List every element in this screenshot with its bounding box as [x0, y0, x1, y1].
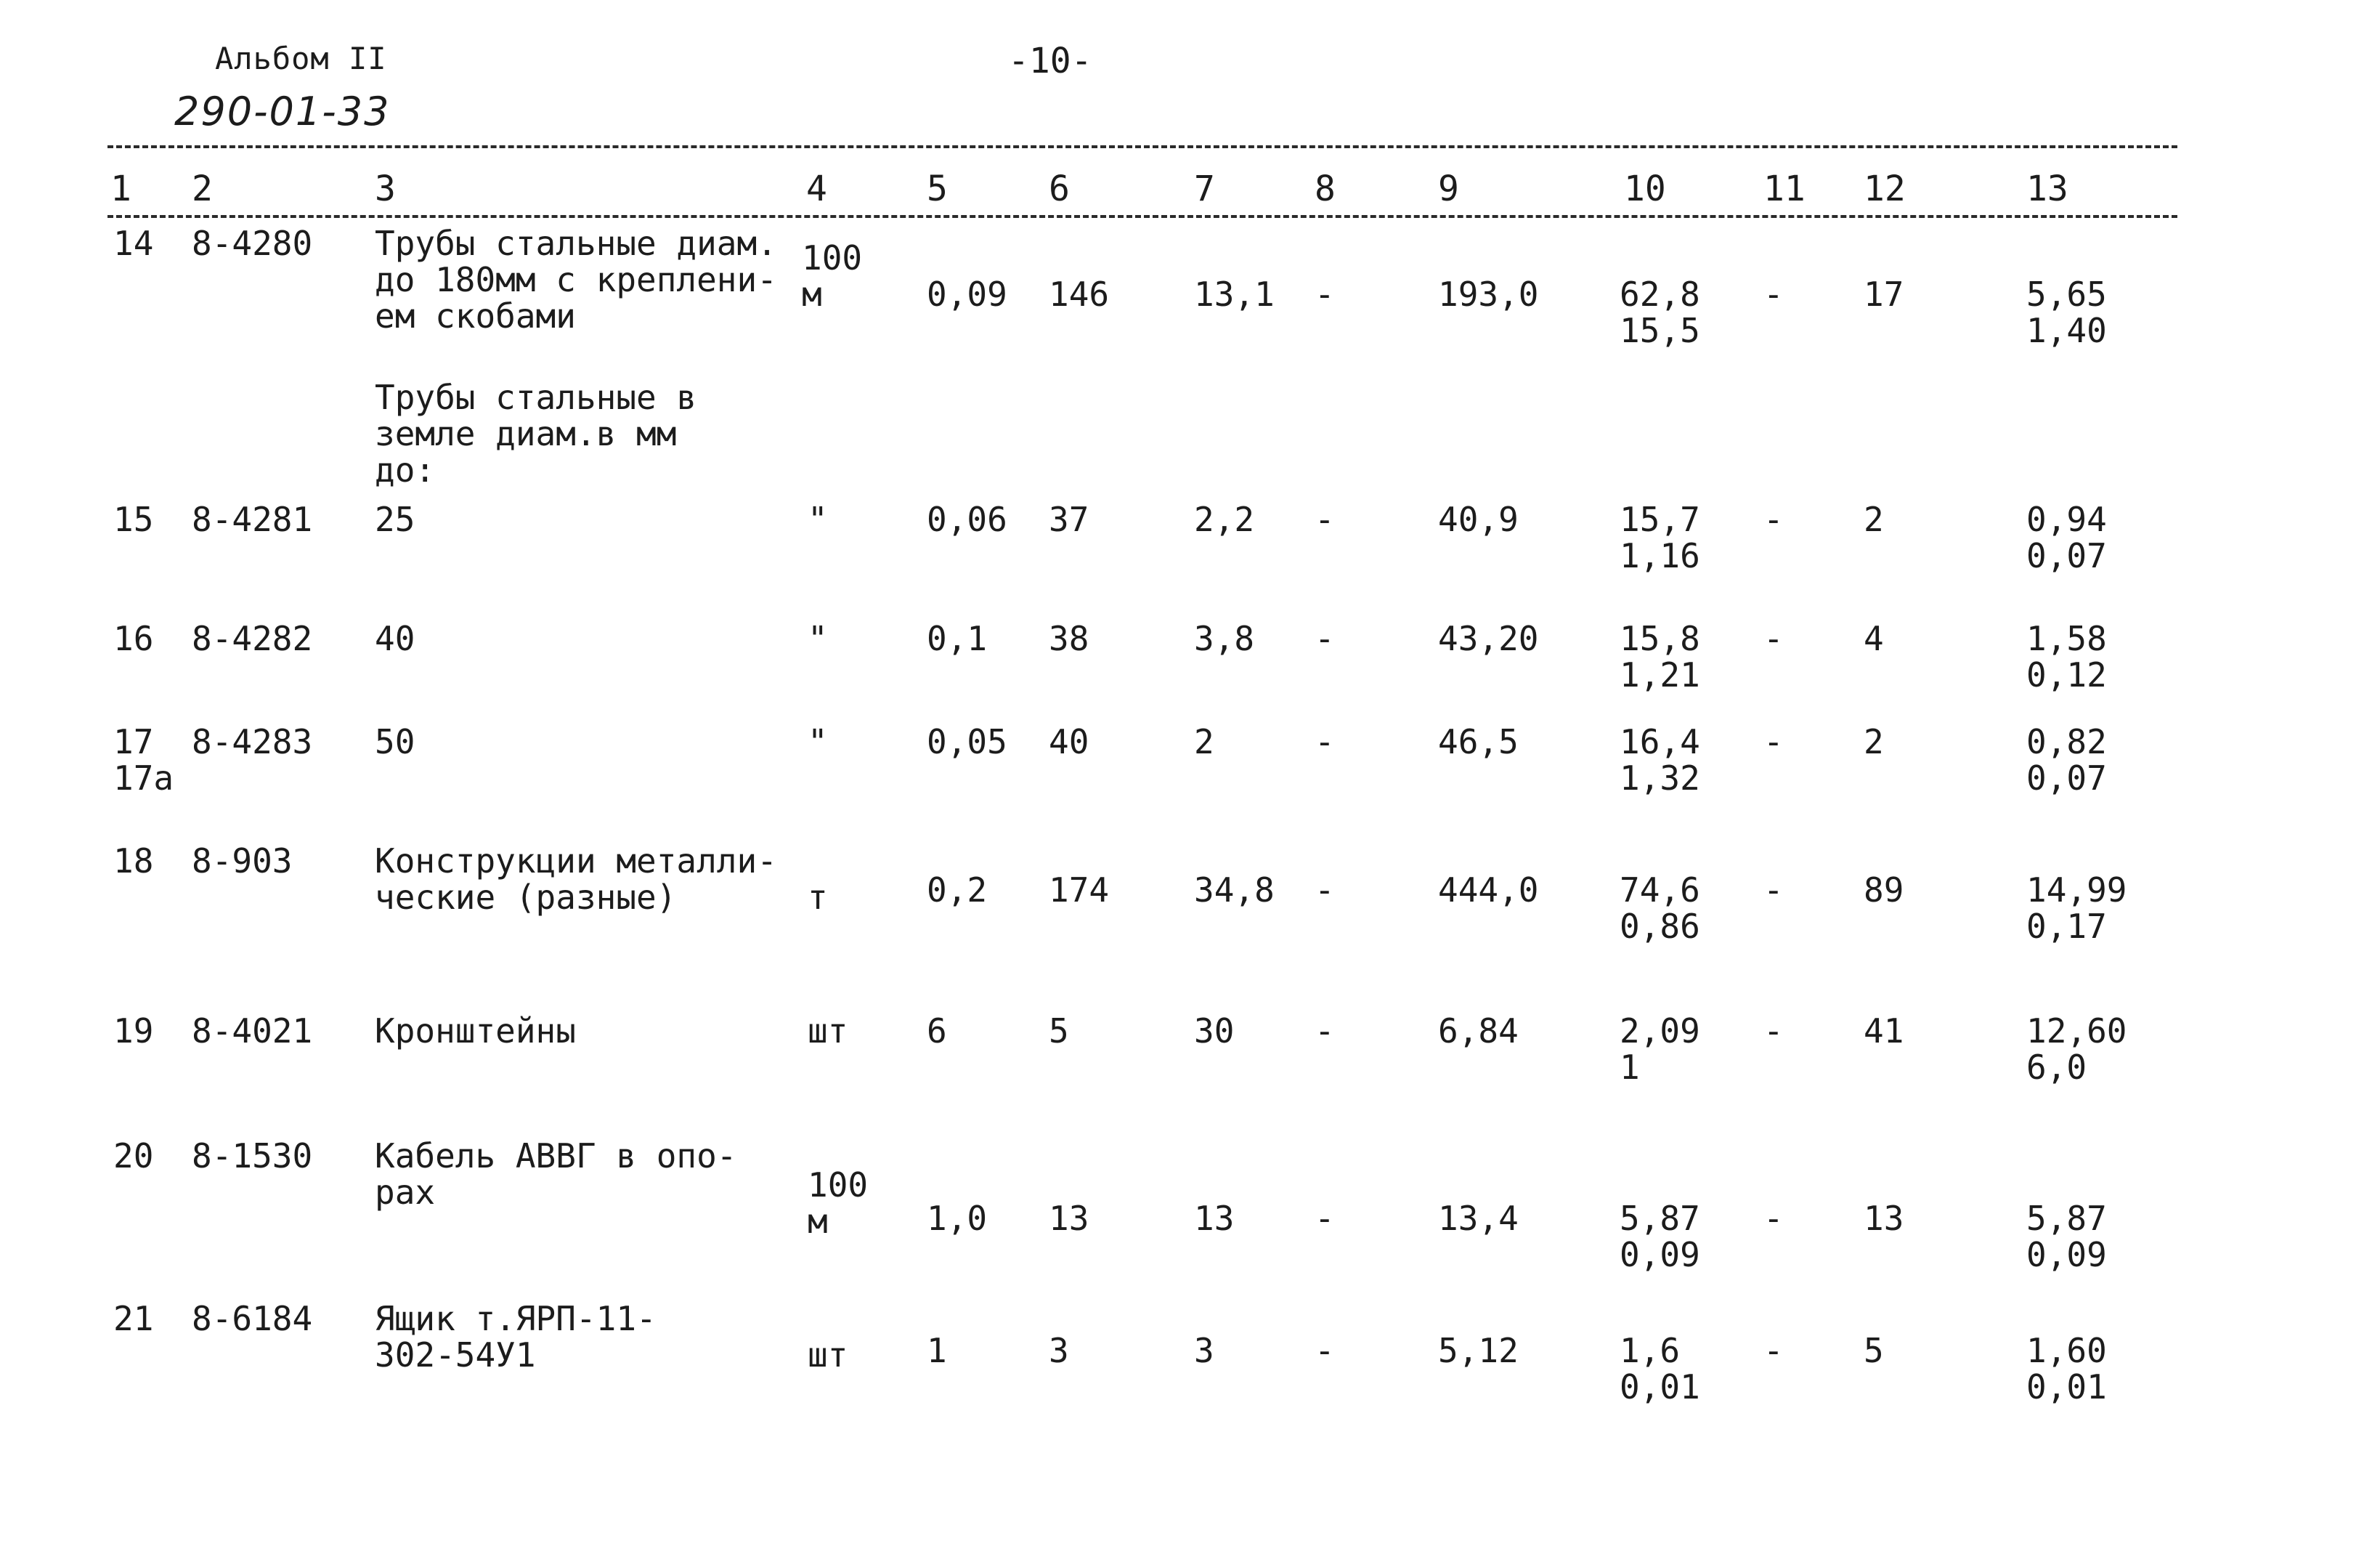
cell-col7: 3,8 — [1194, 619, 1255, 658]
top-rule — [107, 145, 2177, 148]
cell-col11: - — [1763, 1011, 1784, 1051]
col-header-3: 3 — [375, 169, 396, 209]
cell-col7: 30 — [1194, 1011, 1235, 1051]
cell-col8: - — [1315, 1331, 1335, 1370]
cell-col10: 2,09 1 — [1620, 1011, 1700, 1087]
col-header-6: 6 — [1049, 169, 1070, 209]
col-header-1: 1 — [110, 169, 131, 209]
col-header-10: 10 — [1624, 169, 1666, 209]
cell-col13: 1,60 0,01 — [2026, 1331, 2107, 1407]
work-description: 50 — [375, 722, 415, 761]
norm-code: 8-4282 — [192, 619, 313, 658]
cell-col13: 1,58 0,12 — [2026, 619, 2107, 695]
cell-col11: - — [1763, 722, 1784, 761]
cell-col13: 0,94 0,07 — [2026, 500, 2107, 575]
group-heading: Трубы стальные в земле диам.в мм до: — [375, 378, 697, 490]
row-number: 18 — [113, 841, 154, 881]
work-description: Кронштейны — [375, 1011, 576, 1051]
cell-col8: - — [1315, 619, 1335, 658]
cell-col12: 4 — [1864, 619, 1884, 658]
cell-col5: 0,06 — [927, 500, 1007, 539]
cell-col9: 46,5 — [1438, 722, 1519, 761]
row-number: 20 — [113, 1136, 154, 1175]
cell-col10: 15,7 1,16 — [1620, 500, 1700, 575]
cell-col5: 0,2 — [927, 870, 988, 910]
cell-col8: - — [1315, 1199, 1335, 1238]
cell-col6: 174 — [1049, 870, 1110, 910]
cell-col7: 13,1 — [1194, 275, 1275, 314]
cell-col9: 40,9 — [1438, 500, 1519, 539]
cell-col12: 2 — [1864, 722, 1884, 761]
cell-col9: 444,0 — [1438, 870, 1539, 910]
col-header-2: 2 — [192, 169, 213, 209]
unit: " — [808, 619, 828, 658]
cell-col12: 17 — [1864, 275, 1904, 314]
cell-col6: 38 — [1049, 619, 1089, 658]
header-rule — [107, 215, 2177, 218]
unit: " — [808, 722, 828, 761]
work-description: Кабель АВВГ в опо- рах — [375, 1136, 737, 1212]
cell-col11: - — [1763, 870, 1784, 910]
cell-col7: 2,2 — [1194, 500, 1255, 539]
row-number: 15 — [113, 500, 154, 539]
work-description: Трубы стальные диам. до 180мм с креплени- ем скобами — [375, 224, 777, 336]
work-description: 25 — [375, 500, 415, 539]
unit: " — [808, 500, 828, 539]
col-header-7: 7 — [1194, 169, 1215, 209]
norm-code: 8-4281 — [192, 500, 313, 539]
row-number: 21 — [113, 1299, 154, 1338]
work-description: 40 — [375, 619, 415, 658]
col-header-5: 5 — [927, 169, 948, 209]
col-header-12: 12 — [1864, 169, 1906, 209]
cell-col5: 0,1 — [927, 619, 988, 658]
cell-col9: 6,84 — [1438, 1011, 1519, 1051]
col-header-9: 9 — [1438, 169, 1459, 209]
cell-col9: 193,0 — [1438, 275, 1539, 314]
cell-col6: 37 — [1049, 500, 1089, 539]
cell-col12: 2 — [1864, 500, 1884, 539]
work-description: Ящик т.ЯРП-11- 302-54У1 — [375, 1299, 657, 1375]
cell-col10: 16,4 1,32 — [1620, 722, 1700, 798]
row-number: 16 — [113, 619, 154, 658]
norm-code: 8-1530 — [192, 1136, 313, 1175]
cell-col6: 40 — [1049, 722, 1089, 761]
norm-code: 8-903 — [192, 841, 293, 881]
norm-code: 8-4021 — [192, 1011, 313, 1051]
col-header-4: 4 — [806, 169, 827, 209]
album-label: Альбом II — [215, 41, 387, 76]
norm-code: 8-4280 — [192, 224, 313, 263]
cell-col6: 5 — [1049, 1011, 1069, 1051]
cell-col12: 41 — [1864, 1011, 1904, 1051]
cell-col5: 1,0 — [927, 1199, 988, 1238]
norm-code: 8-6184 — [192, 1299, 313, 1338]
col-header-13: 13 — [2026, 169, 2068, 209]
document-code: 290-01-33 — [174, 89, 391, 134]
cell-col5: 1 — [927, 1331, 947, 1370]
cell-col12: 5 — [1864, 1331, 1884, 1370]
cell-col10: 15,8 1,21 — [1620, 619, 1700, 695]
cell-col13: 5,65 1,40 — [2026, 275, 2107, 350]
cell-col10: 1,6 0,01 — [1620, 1331, 1700, 1407]
cell-col8: - — [1315, 870, 1335, 910]
norm-code: 8-4283 — [192, 722, 313, 761]
cell-col5: 6 — [927, 1011, 947, 1051]
cell-col12: 13 — [1864, 1199, 1904, 1238]
row-number: 14 — [113, 224, 154, 263]
cell-col5: 0,09 — [927, 275, 1007, 314]
cell-col11: - — [1763, 619, 1784, 658]
cell-col13: 12,60 6,0 — [2026, 1011, 2127, 1087]
cell-col7: 13 — [1194, 1199, 1235, 1238]
cell-col12: 89 — [1864, 870, 1904, 910]
cell-col7: 2 — [1194, 722, 1214, 761]
cell-col11: - — [1763, 275, 1784, 314]
cell-col11: - — [1763, 1331, 1784, 1370]
row-number: 19 — [113, 1011, 154, 1051]
cell-col8: - — [1315, 275, 1335, 314]
cell-col7: 34,8 — [1194, 870, 1275, 910]
cell-col6: 13 — [1049, 1199, 1089, 1238]
cell-col11: - — [1763, 500, 1784, 539]
cell-col9: 5,12 — [1438, 1331, 1519, 1370]
cell-col8: - — [1315, 1011, 1335, 1051]
cell-col9: 43,20 — [1438, 619, 1539, 658]
work-description: Конструкции металли- ческие (разные) — [375, 841, 777, 917]
unit: шт — [808, 1335, 848, 1375]
cell-col8: - — [1315, 722, 1335, 761]
unit: шт — [808, 1011, 848, 1051]
cell-col6: 146 — [1049, 275, 1110, 314]
cell-col13: 5,87 0,09 — [2026, 1199, 2107, 1274]
col-header-8: 8 — [1315, 169, 1336, 209]
col-header-11: 11 — [1763, 169, 1806, 209]
cell-col10: 5,87 0,09 — [1620, 1199, 1700, 1274]
cell-col13: 0,82 0,07 — [2026, 722, 2107, 798]
row-number: 17 17а — [113, 722, 174, 798]
cell-col11: - — [1763, 1199, 1784, 1238]
cell-col6: 3 — [1049, 1331, 1069, 1370]
unit: т — [808, 878, 828, 917]
cell-col5: 0,05 — [927, 722, 1007, 761]
unit: 100 м — [808, 1165, 869, 1241]
cell-col10: 74,6 0,86 — [1620, 870, 1700, 946]
cell-col8: - — [1315, 500, 1335, 539]
cell-col7: 3 — [1194, 1331, 1214, 1370]
page-number: -10- — [1008, 41, 1092, 81]
cell-col13: 14,99 0,17 — [2026, 870, 2127, 946]
unit: 100 м — [802, 238, 863, 314]
cell-col10: 62,8 15,5 — [1620, 275, 1700, 350]
cell-col9: 13,4 — [1438, 1199, 1519, 1238]
